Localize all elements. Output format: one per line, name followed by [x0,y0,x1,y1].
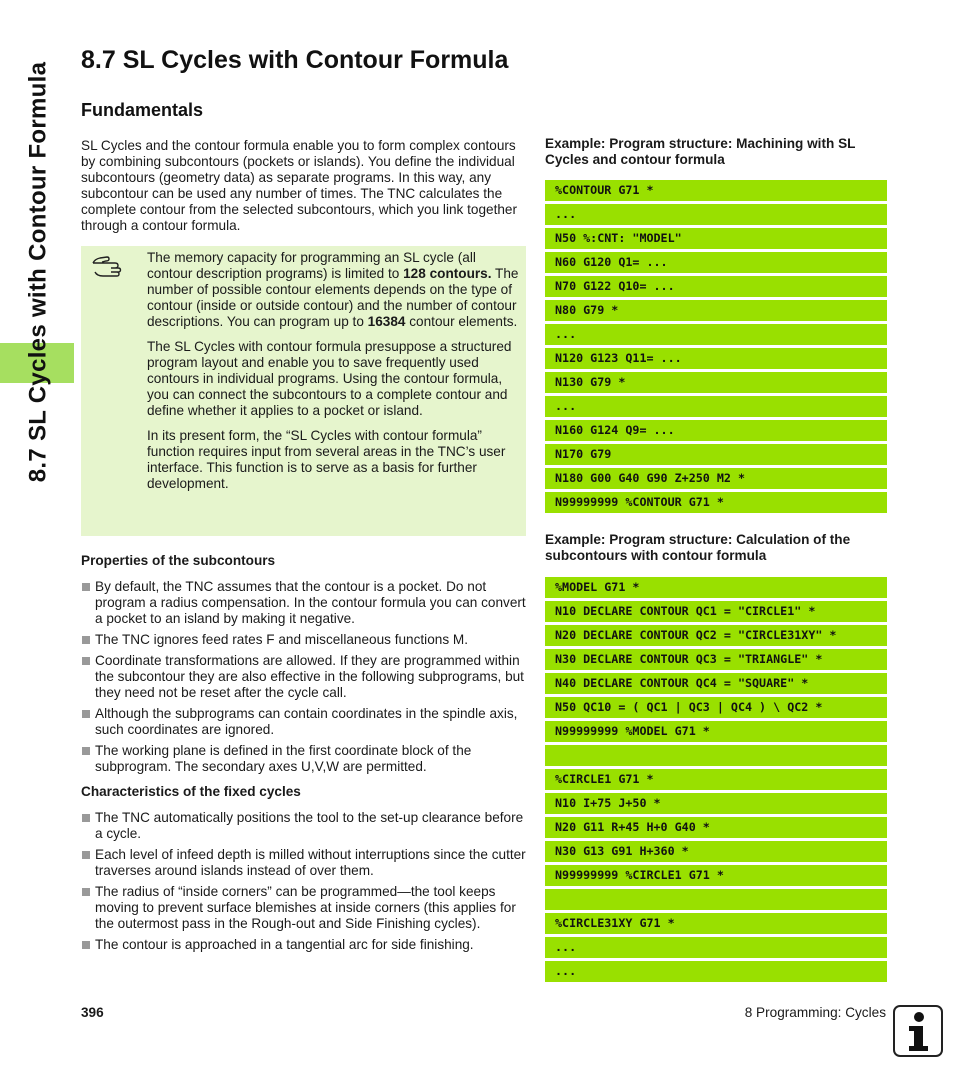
code-line: %CONTOUR G71 * [545,180,887,201]
bullet-square-icon [82,747,90,755]
list-item: Each level of infeed depth is milled without interruptions since the cutter traverses around islands instead of over them. [81,847,526,879]
code-line: %CIRCLE31XY G71 * [545,913,887,934]
code-line: N99999999 %MODEL G71 * [545,721,887,742]
code-line: N20 DECLARE CONTOUR QC2 = "CIRCLE31XY" * [545,625,887,646]
bullet-square-icon [82,851,90,859]
section-title: Fundamentals [81,100,204,120]
code-line: N80 G79 * [545,300,887,321]
example2-code [545,577,887,985]
list-item: The contour is approached in a tangential arc for side finishing. [81,937,526,953]
code-line: N99999999 %CONTOUR G71 * [545,492,887,513]
example1-title: Example: Program structure: Machining with SL Cycles and contour formula [545,136,856,167]
note-paragraph-2: The SL Cycles with contour formula presuppose a structured program layout and enable you to save frequently used contours in individual programs. Using the contour formula, you can connect the subcontours to a complete contour and define whether it applies to a pocket or island. [147,339,512,418]
note-paragraph-1: The memory capacity for programming an SL cycle (all contour description programs) is limited to 128 contours. The number of possible contour elements depends on the type of contour (inside or outside contour) and the number of contour descriptions. You can program up to 16384 contour elements. [147,250,519,329]
code-line: N170 G79 [545,444,887,465]
intro-paragraph: SL Cycles and the contour formula enable you to form complex contours by combining subcontours (pockets or islands). You define the individual subcontours (geometry data) as separate programs. In this way, any subcontour can be used any number of times. The TNC calculates the complete contour from the selected subcontours, which you link together through a contour formula. [81,138,517,233]
code-line: N180 G00 G40 G90 Z+250 M2 * [545,468,887,489]
code-line: ... [545,937,887,958]
bullet-square-icon [82,583,90,591]
list-item: Although the subprograms can contain coordinates in the spindle axis, such coordinates are ignored. [81,706,526,738]
bullet-square-icon [82,814,90,822]
list-item: The TNC automatically positions the tool to the set-up clearance before a cycle. [81,810,526,842]
code-line: N130 G79 * [545,372,887,393]
code-line: N50 %:CNT: "MODEL" [545,228,887,249]
characteristics-list [81,810,526,958]
example2-title: Example: Program structure: Calculation of the subcontours with contour formula [545,532,851,563]
side-tab-label: 8.7 SL Cycles with Contour Formula [24,61,51,483]
code-line: ... [545,324,887,345]
code-line: N99999999 %CIRCLE1 G71 * [545,865,887,886]
code-line: N30 G13 G91 H+360 * [545,841,887,862]
code-line: N70 G122 Q10= ... [545,276,887,297]
info-icon [893,1005,943,1057]
properties-list [81,579,526,780]
list-item: The TNC ignores feed rates F and miscellaneous functions M. [81,632,526,648]
page-number: 396 [81,1005,104,1020]
code-line: N10 DECLARE CONTOUR QC1 = "CIRCLE1" * [545,601,887,622]
code-line: ... [545,396,887,417]
list-item: Coordinate transformations are allowed. If they are programmed within the subcontour they are also effective in the following subprograms, but they need not be reset after the cycle call. [81,653,526,701]
side-tab [18,52,58,492]
bullet-square-icon [82,636,90,644]
code-line: %CIRCLE1 G71 * [545,769,887,790]
info-glyph-icon [895,1007,941,1055]
pointing-hand-icon [91,254,131,278]
code-line: %MODEL G71 * [545,577,887,598]
bullet-square-icon [82,888,90,896]
page-title: 8.7 SL Cycles with Contour Formula [81,46,509,74]
code-line: N160 G124 Q9= ... [545,420,887,441]
code-line: N10 I+75 J+50 * [545,793,887,814]
code-line: N30 DECLARE CONTOUR QC3 = "TRIANGLE" * [545,649,887,670]
code-line [545,745,887,766]
code-line: N60 G120 Q1= ... [545,252,887,273]
code-line: N120 G123 Q11= ... [545,348,887,369]
bullet-square-icon [82,710,90,718]
code-line [545,889,887,910]
code-line: N50 QC10 = ( QC1 | QC3 | QC4 ) \ QC2 * [545,697,887,718]
bullet-square-icon [82,657,90,665]
example1-code [545,180,887,516]
bullet-square-icon [82,941,90,949]
code-line: ... [545,204,887,225]
chapter-label: 8 Programming: Cycles [744,1005,886,1020]
note-box [81,246,526,536]
code-line: N20 G11 R+45 H+0 G40 * [545,817,887,838]
list-item: By default, the TNC assumes that the contour is a pocket. Do not program a radius compensation. In the contour formula you can convert a pocket to an island by making it negative. [81,579,526,627]
characteristics-heading: Characteristics of the fixed cycles [81,784,301,799]
list-item: The working plane is defined in the first coordinate block of the subprogram. The secondary axes U,V,W are permitted. [81,743,526,775]
properties-heading: Properties of the subcontours [81,553,276,568]
note-paragraph-3: In its present form, the “SL Cycles with contour formula” function requires input from several areas in the TNC’s user interface. This function is to serve as a basis for further development. [147,428,506,491]
code-line: ... [545,961,887,982]
list-item: The radius of “inside corners” can be programmed—the tool keeps moving to prevent surface blemishes at inside corners (this applies for the outermost pass in the Rough-out and Side Finishing cycles). [81,884,526,932]
code-line: N40 DECLARE CONTOUR QC4 = "SQUARE" * [545,673,887,694]
